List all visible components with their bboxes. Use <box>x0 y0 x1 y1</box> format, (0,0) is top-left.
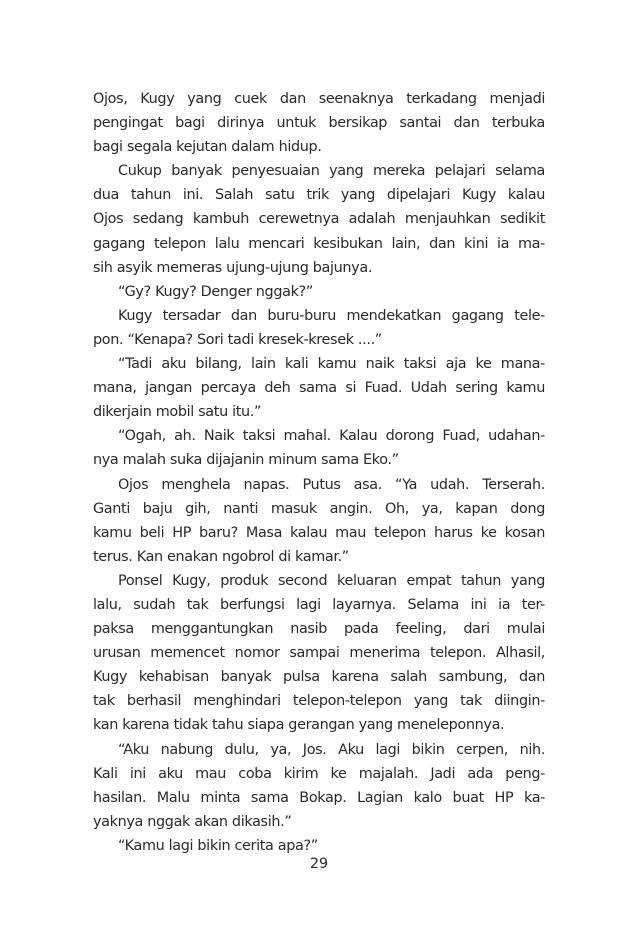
text-line: Ojos, Kugy yang cuek dan seenaknya terkadang menjadi <box>93 91 545 107</box>
text-line: Cukup banyak penyesuaian yang mereka pelajari selama <box>118 163 545 180</box>
text-line: Ojos sedang kambuh cerewetnya adalah menjauhkan sedikit <box>93 211 545 228</box>
text-line: dua tahun ini. Salah satu trik yang dipelajari Kugy kalau <box>93 187 545 204</box>
body-text <box>93 87 545 858</box>
text-line: paksa menggantungkan nasib pada feeling, dari mulai <box>93 621 545 638</box>
text-line: pengingat bagi dirinya untuk bersikap santai dan terbuka <box>93 115 545 132</box>
text-line: Ponsel Kugy, produk second keluaran empat tahun yang <box>118 572 545 589</box>
text-line: hasilan. Malu minta sama Bokap. Lagian kalo buat HP ka- <box>93 789 545 806</box>
text-line: tak berhasil menghindari telepon-telepon yang tak diingin- <box>93 693 545 710</box>
text-line: Kugy kehabisan banyak pulsa karena salah sambung, dan <box>93 669 545 686</box>
text-line: “Ogah, ah. Naik taksi mahal. Kalau dorong Fuad, udahan- <box>118 428 545 445</box>
text-line: Ganti baju gih, nanti masuk angin. Oh, ya, kapan dong <box>93 500 545 517</box>
text-line: dikerjain mobil satu itu.” <box>93 404 262 421</box>
text-line: lalu, sudah tak berfungsi lagi layarnya. Selama ini ia ter- <box>93 596 545 613</box>
text-line: bagi segala kejutan dalam hidup. <box>93 139 322 156</box>
text-line: terus. Kan enakan ngobrol di kamar.” <box>93 548 349 565</box>
text-line: kan karena tidak tahu siapa gerangan yang meneleponnya. <box>93 717 505 734</box>
text-line: Ojos menghela napas. Putus asa. “Ya udah. Terserah. <box>118 476 545 493</box>
text-line: nya malah suka dijajanin minum sama Eko.” <box>93 452 399 469</box>
text-line: Kali ini aku mau coba kirim ke majalah. Jadi ada peng- <box>93 765 545 782</box>
text-line: “Aku nabung dulu, ya, Jos. Aku lagi bikin cerpen, nih. <box>118 741 545 758</box>
text-line: yaknya nggak akan dikasih.” <box>93 813 292 830</box>
text-line: “Tadi aku bilang, lain kali kamu naik taksi aja ke mana- <box>118 356 545 373</box>
text-line: mana, jangan percaya deh sama si Fuad. Udah sering kamu <box>93 380 545 397</box>
page-number: 29 <box>309 856 329 872</box>
text-line: gagang telepon lalu mencari kesibukan lain, dan kini ia ma- <box>93 235 545 252</box>
text-line: kamu beli HP baru? Masa kalau mau telepon harus ke kosan <box>93 524 545 541</box>
text-line: sih asyik memeras ujung-ujung bajunya. <box>93 259 373 276</box>
text-line: urusan memencet nomor sampai menerima telepon. Alhasil, <box>93 645 545 662</box>
text-line: pon. “Kenapa? Sori tadi kresek-kresek ....” <box>93 331 382 348</box>
text-line: “Gy? Kugy? Denger nggak?” <box>118 283 313 300</box>
text-line: “Kamu lagi bikin cerita apa?” <box>118 837 318 854</box>
text-line: Kugy tersadar dan buru-buru mendekatkan gagang tele- <box>118 307 545 324</box>
